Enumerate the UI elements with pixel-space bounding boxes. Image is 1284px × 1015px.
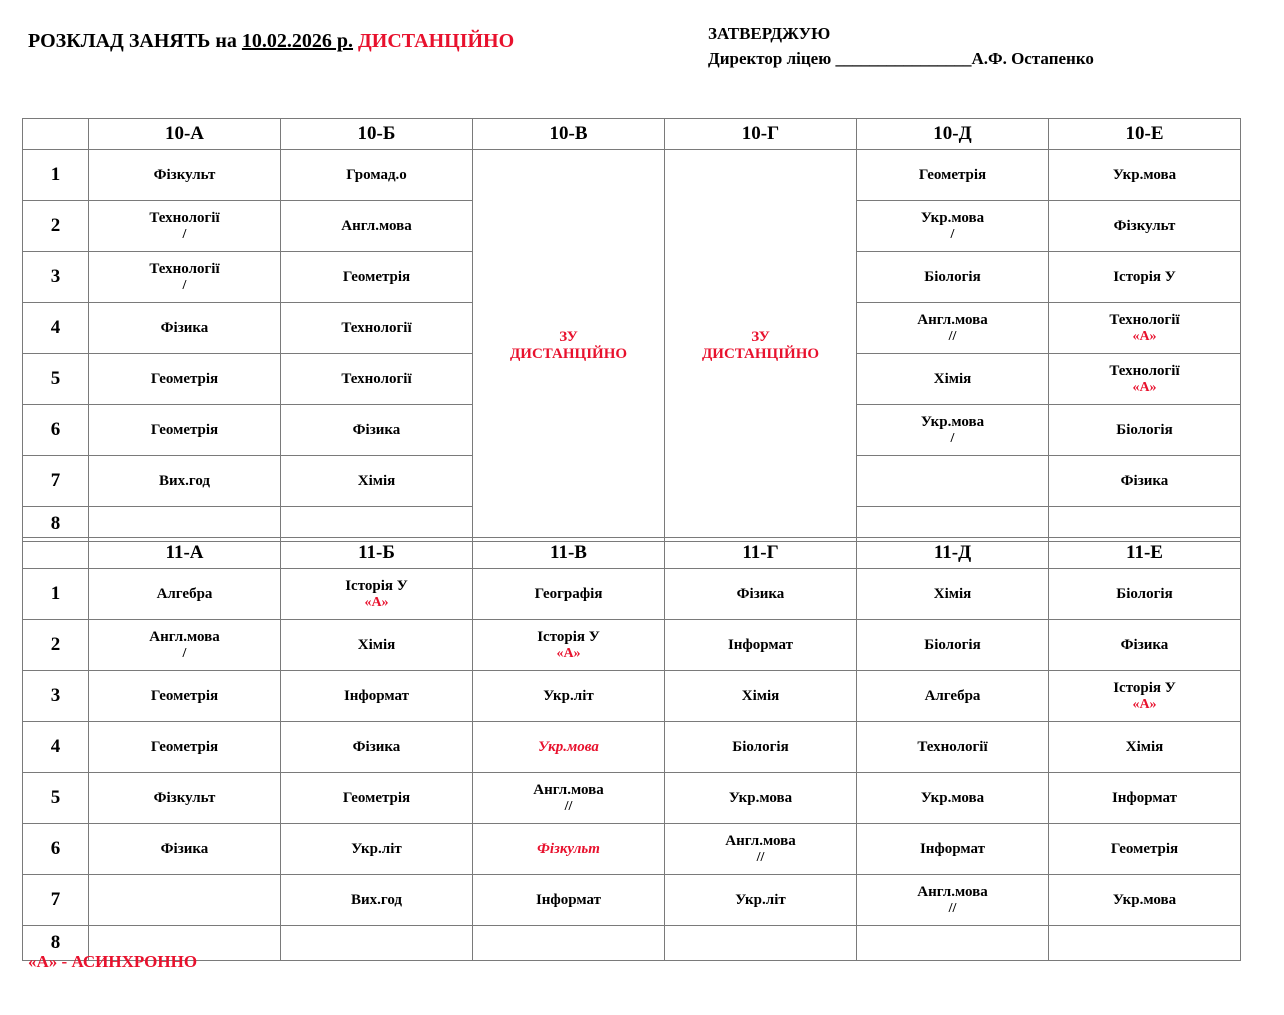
- table-row: [23, 824, 1241, 875]
- schedule-table-grade11: [22, 537, 1241, 961]
- class-header-11-В: 11-В: [473, 538, 665, 569]
- lesson-cell: [89, 201, 281, 252]
- lesson-group-marker: //: [564, 798, 573, 814]
- lesson-cell: [1049, 875, 1241, 926]
- lesson-subject: Англ.мова: [917, 883, 988, 900]
- lesson-subject: Хімія: [357, 636, 396, 653]
- grade-11-table-wrap: [22, 537, 1240, 961]
- lesson-subject: Геометрія: [150, 738, 219, 755]
- lesson-subject: Фізика: [736, 585, 785, 602]
- lesson-subject: Геометрія: [918, 166, 987, 183]
- lesson-cell: [473, 824, 665, 875]
- lesson-subject: Технології: [1109, 311, 1180, 328]
- lesson-subject: Геометрія: [1110, 840, 1179, 857]
- class-header-11-Д: 11-Д: [857, 538, 1049, 569]
- lesson-subject: Вих.год: [351, 891, 402, 908]
- lesson-number: 5: [23, 354, 89, 405]
- lesson-group-marker: //: [948, 900, 957, 916]
- lesson-group-marker: /: [182, 226, 187, 242]
- document-header: [0, 0, 1284, 96]
- lesson-subject: Хімія: [1125, 738, 1164, 755]
- lesson-async-marker: «А»: [1132, 696, 1157, 712]
- lesson-cell: [1049, 773, 1241, 824]
- lesson-cell: [857, 354, 1049, 405]
- lesson-number: 4: [23, 722, 89, 773]
- lesson-subject: Геометрія: [150, 421, 219, 438]
- lesson-subject: Укр.мова: [920, 209, 985, 226]
- lesson-cell: [473, 620, 665, 671]
- lesson-subject: Історія У: [345, 577, 408, 594]
- table-row: [23, 722, 1241, 773]
- lesson-subject: Англ.мова: [533, 781, 604, 798]
- lesson-cell: [89, 456, 281, 507]
- class-header-10-Е: 10-Е: [1049, 119, 1241, 150]
- class-header-11-Б: 11-Б: [281, 538, 473, 569]
- lesson-subject: Технології: [341, 370, 412, 387]
- lesson-cell: [857, 201, 1049, 252]
- lesson-cell: [665, 722, 857, 773]
- lesson-subject: Укр.мова: [920, 789, 985, 806]
- lesson-subject: Фізкульт: [1113, 217, 1176, 234]
- lesson-number: 2: [23, 201, 89, 252]
- lesson-subject: Англ.мова: [341, 217, 412, 234]
- lesson-cell: [89, 354, 281, 405]
- class-header-11-А: 11-А: [89, 538, 281, 569]
- lesson-subject: Геометрія: [150, 370, 219, 387]
- lesson-number: 7: [23, 875, 89, 926]
- lesson-subject: Хімія: [741, 687, 780, 704]
- lesson-cell: [89, 303, 281, 354]
- lesson-number: 6: [23, 405, 89, 456]
- lesson-subject: Англ.мова: [149, 628, 220, 645]
- lesson-cell: [857, 926, 1049, 961]
- lesson-cell: [281, 569, 473, 620]
- lesson-cell: [281, 201, 473, 252]
- lesson-subject: Інформат: [343, 687, 410, 704]
- lesson-number: 2: [23, 620, 89, 671]
- lesson-cell: [1049, 926, 1241, 961]
- table-row: [23, 620, 1241, 671]
- table-corner-cell: [23, 538, 89, 569]
- lesson-number: 1: [23, 150, 89, 201]
- lesson-cell: [281, 926, 473, 961]
- merged-remote-note: ЗУ ДИСТАНЦІЙНО: [473, 150, 665, 542]
- lesson-number: 3: [23, 671, 89, 722]
- lesson-subject: Англ.мова: [917, 311, 988, 328]
- lesson-cell: [1049, 303, 1241, 354]
- lesson-cell: [473, 722, 665, 773]
- approval-block: [708, 22, 1094, 71]
- schedule-table-grade10: [22, 118, 1241, 542]
- lesson-subject: Фізика: [1120, 636, 1169, 653]
- lesson-subject: Інформат: [919, 840, 986, 857]
- lesson-cell: [665, 569, 857, 620]
- footnote-async: «А» - АСИНХРОННО: [28, 952, 198, 971]
- lesson-cell: [281, 671, 473, 722]
- lesson-subject: Хімія: [933, 585, 972, 602]
- lesson-cell: [281, 252, 473, 303]
- lesson-group-marker: //: [756, 849, 765, 865]
- lesson-group-marker: /: [182, 645, 187, 661]
- lesson-cell: [857, 303, 1049, 354]
- lesson-async-marker: «А»: [364, 594, 389, 610]
- lesson-cell: [1049, 252, 1241, 303]
- lesson-cell: [281, 456, 473, 507]
- lesson-cell: [89, 252, 281, 303]
- lesson-cell: [665, 824, 857, 875]
- lesson-subject: Укр.літ: [543, 687, 594, 704]
- lesson-cell: [89, 671, 281, 722]
- lesson-subject: Історія У: [1113, 268, 1176, 285]
- table-row: [23, 150, 1241, 201]
- lesson-cell: [89, 773, 281, 824]
- lesson-number: 1: [23, 569, 89, 620]
- lesson-subject: Вих.год: [159, 472, 210, 489]
- lesson-async-marker: «А»: [1132, 379, 1157, 395]
- table-row: [23, 926, 1241, 961]
- lesson-subject: Укр.мова: [1112, 166, 1177, 183]
- lesson-cell: [281, 150, 473, 201]
- lesson-cell: [281, 620, 473, 671]
- lesson-cell: [281, 303, 473, 354]
- lesson-subject: Біологія: [1116, 585, 1173, 602]
- class-header-10-Б: 10-Б: [281, 119, 473, 150]
- lesson-cell: [665, 620, 857, 671]
- lesson-cell: [1049, 456, 1241, 507]
- lesson-number: 8: [23, 507, 89, 542]
- lesson-subject: Англ.мова: [725, 832, 796, 849]
- lesson-cell: [1049, 824, 1241, 875]
- lesson-subject: Історія У: [1113, 679, 1176, 696]
- lesson-cell: [1049, 722, 1241, 773]
- lesson-subject: Геометрія: [342, 789, 411, 806]
- approval-signature-line: Директор ліцею ________________А.Ф. Остапенко: [708, 48, 1094, 68]
- merged-remote-note: ЗУ ДИСТАНЦІЙНО: [665, 150, 857, 542]
- class-header-11-Г: 11-Г: [665, 538, 857, 569]
- lesson-cell: [857, 875, 1049, 926]
- table-row: [23, 569, 1241, 620]
- lesson-cell: [857, 671, 1049, 722]
- lesson-cell: [665, 773, 857, 824]
- lesson-subject: Громад.о: [346, 166, 407, 183]
- lesson-subject: Укр.літ: [735, 891, 786, 908]
- lesson-cell: [665, 926, 857, 961]
- lesson-number: 3: [23, 252, 89, 303]
- lesson-subject: Укр.літ: [351, 840, 402, 857]
- lesson-subject: Історія У: [537, 628, 600, 645]
- lesson-cell: [857, 722, 1049, 773]
- lesson-group-marker: /: [950, 226, 955, 242]
- lesson-subject: Технології: [917, 738, 988, 755]
- lesson-cell: [281, 354, 473, 405]
- lesson-cell: [473, 875, 665, 926]
- lesson-cell: [857, 150, 1049, 201]
- table-row: [23, 773, 1241, 824]
- class-header-10-Д: 10-Д: [857, 119, 1049, 150]
- lesson-subject: Інформат: [1111, 789, 1178, 806]
- lesson-cell: [1049, 620, 1241, 671]
- lesson-subject: Технології: [341, 319, 412, 336]
- lesson-subject: Укр.мова: [538, 738, 599, 755]
- lesson-cell: [857, 569, 1049, 620]
- lesson-cell: [473, 569, 665, 620]
- lesson-cell: [473, 671, 665, 722]
- lesson-cell: [857, 824, 1049, 875]
- lesson-cell: [1049, 671, 1241, 722]
- lesson-cell: [89, 722, 281, 773]
- lesson-subject: Біологія: [732, 738, 789, 755]
- table-row: [23, 671, 1241, 722]
- lesson-group-marker: //: [948, 328, 957, 344]
- lesson-cell: [1049, 405, 1241, 456]
- lesson-subject: Фізкульт: [537, 840, 600, 857]
- lesson-cell: [89, 569, 281, 620]
- lesson-subject: Інформат: [727, 636, 794, 653]
- lesson-subject: Алгебра: [924, 687, 981, 704]
- lesson-cell: [1049, 201, 1241, 252]
- lesson-cell: [281, 824, 473, 875]
- lesson-number: 5: [23, 773, 89, 824]
- lesson-cell: [473, 926, 665, 961]
- class-header-10-А: 10-А: [89, 119, 281, 150]
- lesson-cell: [1049, 569, 1241, 620]
- title-mode: ДИСТАНЦІЙНО: [358, 30, 515, 52]
- title-prefix: РОЗКЛАД ЗАНЯТЬ на: [28, 30, 242, 52]
- grade-10-table-wrap: [22, 118, 1240, 542]
- lesson-subject: Технології: [149, 260, 220, 277]
- lesson-subject: Біологія: [1116, 421, 1173, 438]
- lesson-async-marker: «А»: [556, 645, 581, 661]
- lesson-cell: [281, 405, 473, 456]
- lesson-cell: [1049, 354, 1241, 405]
- lesson-subject: Фізика: [160, 840, 209, 857]
- lesson-subject: Фізика: [1120, 472, 1169, 489]
- lesson-cell: [89, 875, 281, 926]
- lesson-cell: [665, 875, 857, 926]
- lesson-subject: Географія: [534, 585, 603, 602]
- page-title: [28, 30, 514, 53]
- lesson-cell: [89, 150, 281, 201]
- lesson-subject: Технології: [1109, 362, 1180, 379]
- lesson-subject: Фізика: [352, 421, 401, 438]
- lesson-subject: Фізкульт: [153, 789, 216, 806]
- lesson-cell: [1049, 150, 1241, 201]
- lesson-subject: Укр.мова: [728, 789, 793, 806]
- table-row: [23, 875, 1241, 926]
- lesson-cell: [89, 405, 281, 456]
- lesson-subject: Геометрія: [150, 687, 219, 704]
- lesson-subject: Фізкульт: [153, 166, 216, 183]
- lesson-subject: Хімія: [933, 370, 972, 387]
- lesson-subject: Укр.мова: [920, 413, 985, 430]
- lesson-subject: Геометрія: [342, 268, 411, 285]
- lesson-number: 7: [23, 456, 89, 507]
- lesson-cell: [89, 824, 281, 875]
- lesson-cell: [281, 875, 473, 926]
- lesson-cell: [857, 773, 1049, 824]
- lesson-subject: Алгебра: [156, 585, 213, 602]
- lesson-group-marker: /: [950, 430, 955, 446]
- class-header-11-Е: 11-Е: [1049, 538, 1241, 569]
- table-corner-cell: [23, 119, 89, 150]
- approval-label: ЗАТВЕРДЖУЮ: [708, 24, 831, 43]
- lesson-cell: [857, 405, 1049, 456]
- lesson-cell: [857, 252, 1049, 303]
- lesson-cell: [281, 773, 473, 824]
- lesson-subject: Укр.мова: [1112, 891, 1177, 908]
- lesson-cell: [89, 620, 281, 671]
- lesson-group-marker: /: [182, 277, 187, 293]
- lesson-cell: [473, 773, 665, 824]
- lesson-subject: Інформат: [535, 891, 602, 908]
- lesson-cell: [857, 620, 1049, 671]
- title-date: 10.02.2026 р.: [241, 30, 354, 52]
- lesson-cell: [857, 456, 1049, 507]
- lesson-cell: [281, 722, 473, 773]
- lesson-subject: Біологія: [924, 268, 981, 285]
- lesson-number: 4: [23, 303, 89, 354]
- lesson-subject: Фізика: [352, 738, 401, 755]
- lesson-number: 8: [23, 926, 89, 961]
- lesson-subject: Біологія: [924, 636, 981, 653]
- lesson-async-marker: «А»: [1132, 328, 1157, 344]
- lesson-number: 6: [23, 824, 89, 875]
- lesson-subject: Хімія: [357, 472, 396, 489]
- lesson-subject: Технології: [149, 209, 220, 226]
- class-header-10-Г: 10-Г: [665, 119, 857, 150]
- class-header-10-В: 10-В: [473, 119, 665, 150]
- lesson-subject: Фізика: [160, 319, 209, 336]
- lesson-cell: [665, 671, 857, 722]
